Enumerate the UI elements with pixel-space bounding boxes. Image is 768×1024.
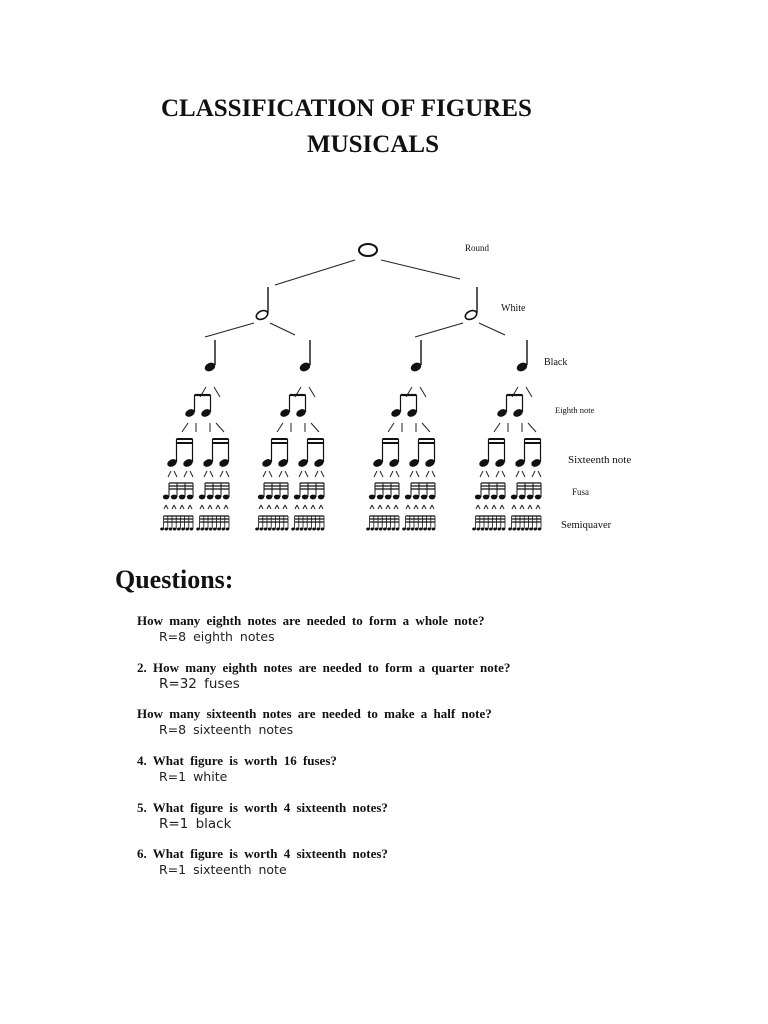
answer-6: R=1 sixteenth note [159,862,287,877]
tree-branch [174,505,176,509]
tree-branch [205,323,254,337]
title-line-2: MUSICALS [307,131,439,158]
note-classification-tree [140,235,640,535]
label-round: Round [465,243,490,253]
question-block-5 [137,800,388,832]
tree-branch [226,505,228,509]
question-4: 4. What figure is worth 16 fuses? [137,753,337,768]
fusa-note [491,495,497,500]
tree-branch [432,505,434,509]
fusa-note [318,495,324,500]
question-3: How many sixteenth notes are needed to make a half note? [137,706,492,721]
tree-branch [476,505,478,509]
tree-branch [303,505,305,509]
tree-branch [164,505,166,509]
tree-branch [190,505,192,509]
tree-notes [160,244,542,531]
tree-branch [538,505,540,509]
tree-branch [174,471,177,477]
tree-branch [386,505,388,509]
tree-branch [182,505,184,509]
tree-branch [532,471,535,477]
fusa-note [163,495,169,500]
fusa-note [215,495,221,500]
tree-branch [277,505,279,509]
tree-branch [396,471,399,477]
fusa-note [294,495,300,500]
title-line-1: CLASSIFICATION OF FIGURES [161,95,532,122]
tree-branch [202,505,204,509]
half-note [464,309,478,321]
tree-branch [415,323,463,337]
fusa-note [258,495,264,500]
tree-branch [182,423,188,432]
tree-branch [313,505,315,509]
tree-branch [394,505,396,509]
fusa-note [199,495,205,500]
answer-3: R=8 sixteenth notes [159,722,294,737]
tree-branch [486,471,489,477]
tree-branch [479,323,505,335]
tree-branch [214,387,220,397]
tree-branch [478,505,480,509]
answer-4: R=1 white [159,769,228,784]
fusa-note [511,495,517,500]
fusa-note [483,495,489,500]
fusa-note [535,495,541,500]
tree-branch [224,505,226,509]
tree-branch [305,505,307,509]
tree-branch [172,505,174,509]
tree-branch [480,471,483,477]
tree-branch [374,471,377,477]
tree-branch [390,471,393,477]
label-sixteenth-note: Sixteenth note [568,454,632,466]
tree-branch [184,471,187,477]
tree-branch [321,471,324,477]
question-5: 5. What figure is worth 4 sixteenth notes? [137,800,388,815]
tree-branch [309,387,315,397]
tree-branch [502,471,505,477]
tree-branch [422,505,424,509]
tree-branch [263,471,266,477]
tree-branch [396,505,398,509]
tree-branch [408,505,410,509]
tree-branch [536,505,538,509]
question-block-4 [137,753,337,785]
tree-branch [494,423,500,432]
tree-branch [522,471,525,477]
tree-branch [210,471,213,477]
tree-branch [208,505,210,509]
label-black: Black [544,357,568,368]
tree-branch [270,323,295,335]
tree-branch [285,505,287,509]
fusa-note [223,495,229,500]
tree-branch [430,505,432,509]
label-fusa: Fusa [572,487,590,497]
tree-branch [279,471,282,477]
whole-note [359,244,377,256]
fusa-note [475,495,481,500]
fusa-note [393,495,399,500]
tree-branch [516,471,519,477]
tree-branches [164,260,541,509]
fusa-note [282,495,288,500]
fusa-note [527,495,533,500]
tree-branch [166,505,168,509]
tree-branch [321,505,323,509]
fusa-note [207,495,213,500]
tree-branch [275,505,277,509]
question-block-3 [137,706,492,738]
tree-branch [416,505,418,509]
question-block-2 [137,660,510,692]
tree-branch [311,505,313,509]
tree-branch [380,505,382,509]
label-eighth-note: Eighth note [555,405,595,415]
answer-5: R=1 black [159,816,232,832]
answer-2: R=32 fuses [159,676,240,692]
tree-branch [204,471,207,477]
tree-branch [538,471,541,477]
tree-branch [370,505,372,509]
tree-branch [319,505,321,509]
tree-branch [522,505,524,509]
label-white: White [501,303,526,314]
tree-branch [486,505,488,509]
tree-branch [188,505,190,509]
tree-branch [512,505,514,509]
tree-branch [168,471,171,477]
fusa-note [421,495,427,500]
tree-branch [216,423,224,432]
tree-branch [218,505,220,509]
question-block-1 [137,613,485,645]
tree-branch [426,471,429,477]
tree-branch [267,505,269,509]
fusa-note [499,495,505,500]
tree-branch [520,505,522,509]
fusa-note [413,495,419,500]
fusa-note [385,495,391,500]
tree-branch [315,471,318,477]
tree-branch [277,423,283,432]
fusa-note [369,495,375,500]
tree-branch [528,505,530,509]
tree-branch [210,505,212,509]
tree-branch [297,505,299,509]
half-note [255,309,269,321]
fusa-note [266,495,272,500]
question-block-6 [137,846,388,878]
tree-branch [424,505,426,509]
tree-branch [305,471,308,477]
tree-branch [530,505,532,509]
tree-branch [261,505,263,509]
tree-branch [259,505,261,509]
tree-branch [528,423,536,432]
fusa-note [187,495,193,500]
label-semiquaver: Semiquaver [561,520,612,531]
tree-branch [200,505,202,509]
tree-branch [420,387,426,397]
tree-branch [526,387,532,397]
tree-branch [190,471,193,477]
tree-branch [226,471,229,477]
answer-1: R=8 eighth notes [159,629,275,644]
questions-heading: Questions: [115,565,234,594]
fusa-note [405,495,411,500]
tree-branch [410,471,413,477]
tree-branch [496,471,499,477]
tree-branch [500,505,502,509]
tree-branch [299,471,302,477]
question-1: How many eighth notes are needed to form a whole note? [137,613,485,628]
tree-branch [502,505,504,509]
tree-branch [180,505,182,509]
tree-branch [484,505,486,509]
tree-branch [269,505,271,509]
tree-branch [220,471,223,477]
tree-branch [295,505,297,509]
question-6: 6. What figure is worth 4 sixteenth notes? [137,846,388,861]
tree-branch [380,471,383,477]
fusa-note [274,495,280,500]
fusa-note [302,495,308,500]
fusa-note [377,495,383,500]
fusa-note [171,495,177,500]
tree-branch [311,423,319,432]
tree-branch [378,505,380,509]
fusa-note [179,495,185,500]
tree-branch [216,505,218,509]
tree-branch [285,471,288,477]
tree-branch [388,505,390,509]
tree-branch [514,505,516,509]
fusa-note [310,495,316,500]
tree-branch [275,260,355,285]
tree-branch [406,505,408,509]
tree-branch [388,423,394,432]
question-2: 2. How many eighth notes are needed to form a quarter note? [137,660,511,675]
tree-branch [269,471,272,477]
tree-branch [494,505,496,509]
fusa-note [429,495,435,500]
tree-branch [422,423,430,432]
tree-branch [372,505,374,509]
tree-branch [492,505,494,509]
tree-branch [414,505,416,509]
fusa-note [519,495,525,500]
tree-branch [283,505,285,509]
tree-branch [416,471,419,477]
tree-branch [432,471,435,477]
tree-branch [381,260,460,279]
